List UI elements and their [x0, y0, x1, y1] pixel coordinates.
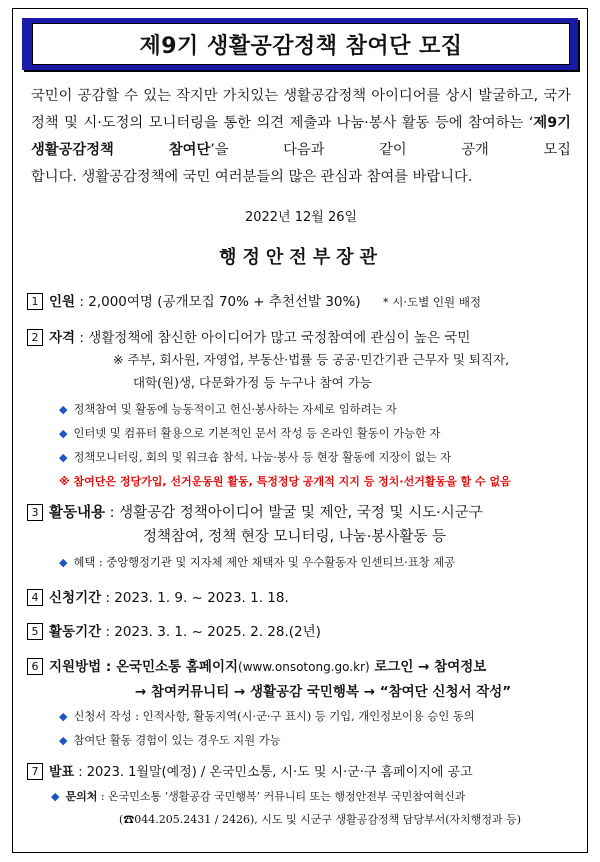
intro-paragraph — [31, 83, 571, 191]
section-announcement: 7 발표 : 2023. 1월말(예정) / 온국민소통, 시·도 및 시·군·구 홈페이지에 공고 — [27, 761, 473, 780]
diamond-bullet-icon: ◆ — [59, 451, 68, 464]
intro-line: 발굴하고, 국가정책 및 시·도정의 모니터링을 통한 의견 제출과 나눔·봉사 — [31, 88, 571, 131]
website-link[interactable]: (www.onsotong.go.kr) — [238, 660, 370, 674]
section-number: 5 — [27, 623, 43, 640]
intro-line: 합니다. 생활공감정책에 국민 여러분들의 많은 관심과 참여를 바랍니다. — [31, 169, 473, 185]
list-item: ◆ 정책모니터링, 회의 및 워크숍 참석, 나눔·봉사 등 현장 활동에 지장이 없는 자 — [59, 451, 452, 464]
list-item: ◆ 참여단 활동 경험이 있는 경우도 지원 가능 — [59, 734, 281, 747]
section-activities: 3 활동내용 : 생활공감 정책아이디어 발굴 및 제안, 국정 및 시도·시군구 — [27, 501, 483, 522]
list-item: ◆ 정책참여 및 활동에 능동적이고 헌신·봉사하는 자세로 임하려는 자 — [59, 403, 397, 416]
section-number: 3 — [27, 504, 43, 521]
section-number: 1 — [27, 293, 43, 310]
diamond-bullet-icon: ◆ — [59, 403, 68, 416]
notice-frame — [12, 8, 588, 853]
section-number: 7 — [27, 763, 43, 780]
diamond-bullet-icon: ◆ — [59, 427, 68, 440]
page-title: 제9기 생활공감정책 참여단 모집 — [32, 23, 570, 65]
inquiry-contact: (☎044.205.2431 / 2426), 시도 및 시군구 생활공감정책 담당부서(자치행정과 등) — [119, 813, 522, 826]
section-activity-period: 5 활동기간 : 2023. 3. 1. ~ 2025. 2. 28.(2년) — [27, 620, 321, 640]
section-note: * 시·도별 인원 배정 — [382, 295, 482, 309]
diamond-bullet-icon: ◆ — [51, 790, 60, 803]
inquiry-info: ◆ 문의처 : 온국민소통 ‘생활공감 국민행복’ 커뮤니티 또는 행정안전부 국민참여혁신과 — [51, 790, 466, 803]
apply-steps-continued: → 참여커뮤니티 → 생활공감 국민행복 → “참여단 신청서 작성” — [135, 684, 512, 700]
section-qualification: 2 자격 : 생활정책에 참신한 아이디어가 많고 국정참여에 관심이 높은 국민 — [27, 326, 470, 346]
activities-continued: 정책참여, 정책 현장 모니터링, 나눔·봉사활동 등 — [143, 529, 447, 545]
list-item: ◆ 신청서 작성 : 인적사항, 활동지역(시·군·구 표시) 등 기입, 개인정보이용 승인 동의 — [59, 710, 475, 723]
section-how-to-apply: 6 지원방법 : 온국민소통 홈페이지(www.onsotong.go.kr) 로그인 → 참여정보 — [27, 655, 486, 675]
qualification-note: ※ 주부, 회사원, 자영업, 부동산·법률 등 공공·민간기관 근무자 및 퇴직자, — [113, 352, 510, 367]
diamond-bullet-icon: ◆ — [59, 734, 68, 747]
political-activity-warning: ※ 참여단은 정당가입, 선거운동원 활동, 특정정당 공개적 지지 등 정치·선거활동을 할 수 없음 — [59, 475, 511, 488]
issuer-name: 행정안전부장관 — [219, 247, 383, 268]
list-item: ◆ 인터넷 및 컴퓨터 활용으로 기본적인 문서 작성 등 온라인 활동이 가능한 자 — [59, 427, 441, 440]
qualification-note: 대학(원)생, 다문화가정 등 누구나 참여 가능 — [133, 375, 372, 390]
intro-line: 활동 등에 참여하는 ‘제9기 생활공감정책 참여단’을 다음과 같이 공개 모집 — [31, 115, 571, 158]
section-number: 6 — [27, 658, 43, 675]
list-item: ◆ 혜택 : 중앙행정기관 및 지자체 제안 채택자 및 우수활동자 인센티브·표창 제공 — [59, 556, 456, 569]
diamond-bullet-icon: ◆ — [59, 710, 68, 723]
diamond-bullet-icon: ◆ — [59, 556, 68, 569]
announcement-date: 2022년 12월 26일 — [244, 210, 358, 225]
section-number: 4 — [27, 589, 43, 606]
title-banner — [22, 18, 578, 70]
intro-line: 국민이 공감할 수 있는 작지만 가치있는 생활공감정책 아이디어를 상시 — [31, 88, 474, 104]
section-number: 2 — [27, 329, 43, 346]
section-application-period: 4 신청기간 : 2023. 1. 9. ~ 2023. 1. 18. — [27, 586, 289, 606]
section-headcount: 1 인원 : 2,000여명 (공개모집 70% + 추천선발 30%) * 시·도별 인원 배정 — [27, 290, 481, 310]
